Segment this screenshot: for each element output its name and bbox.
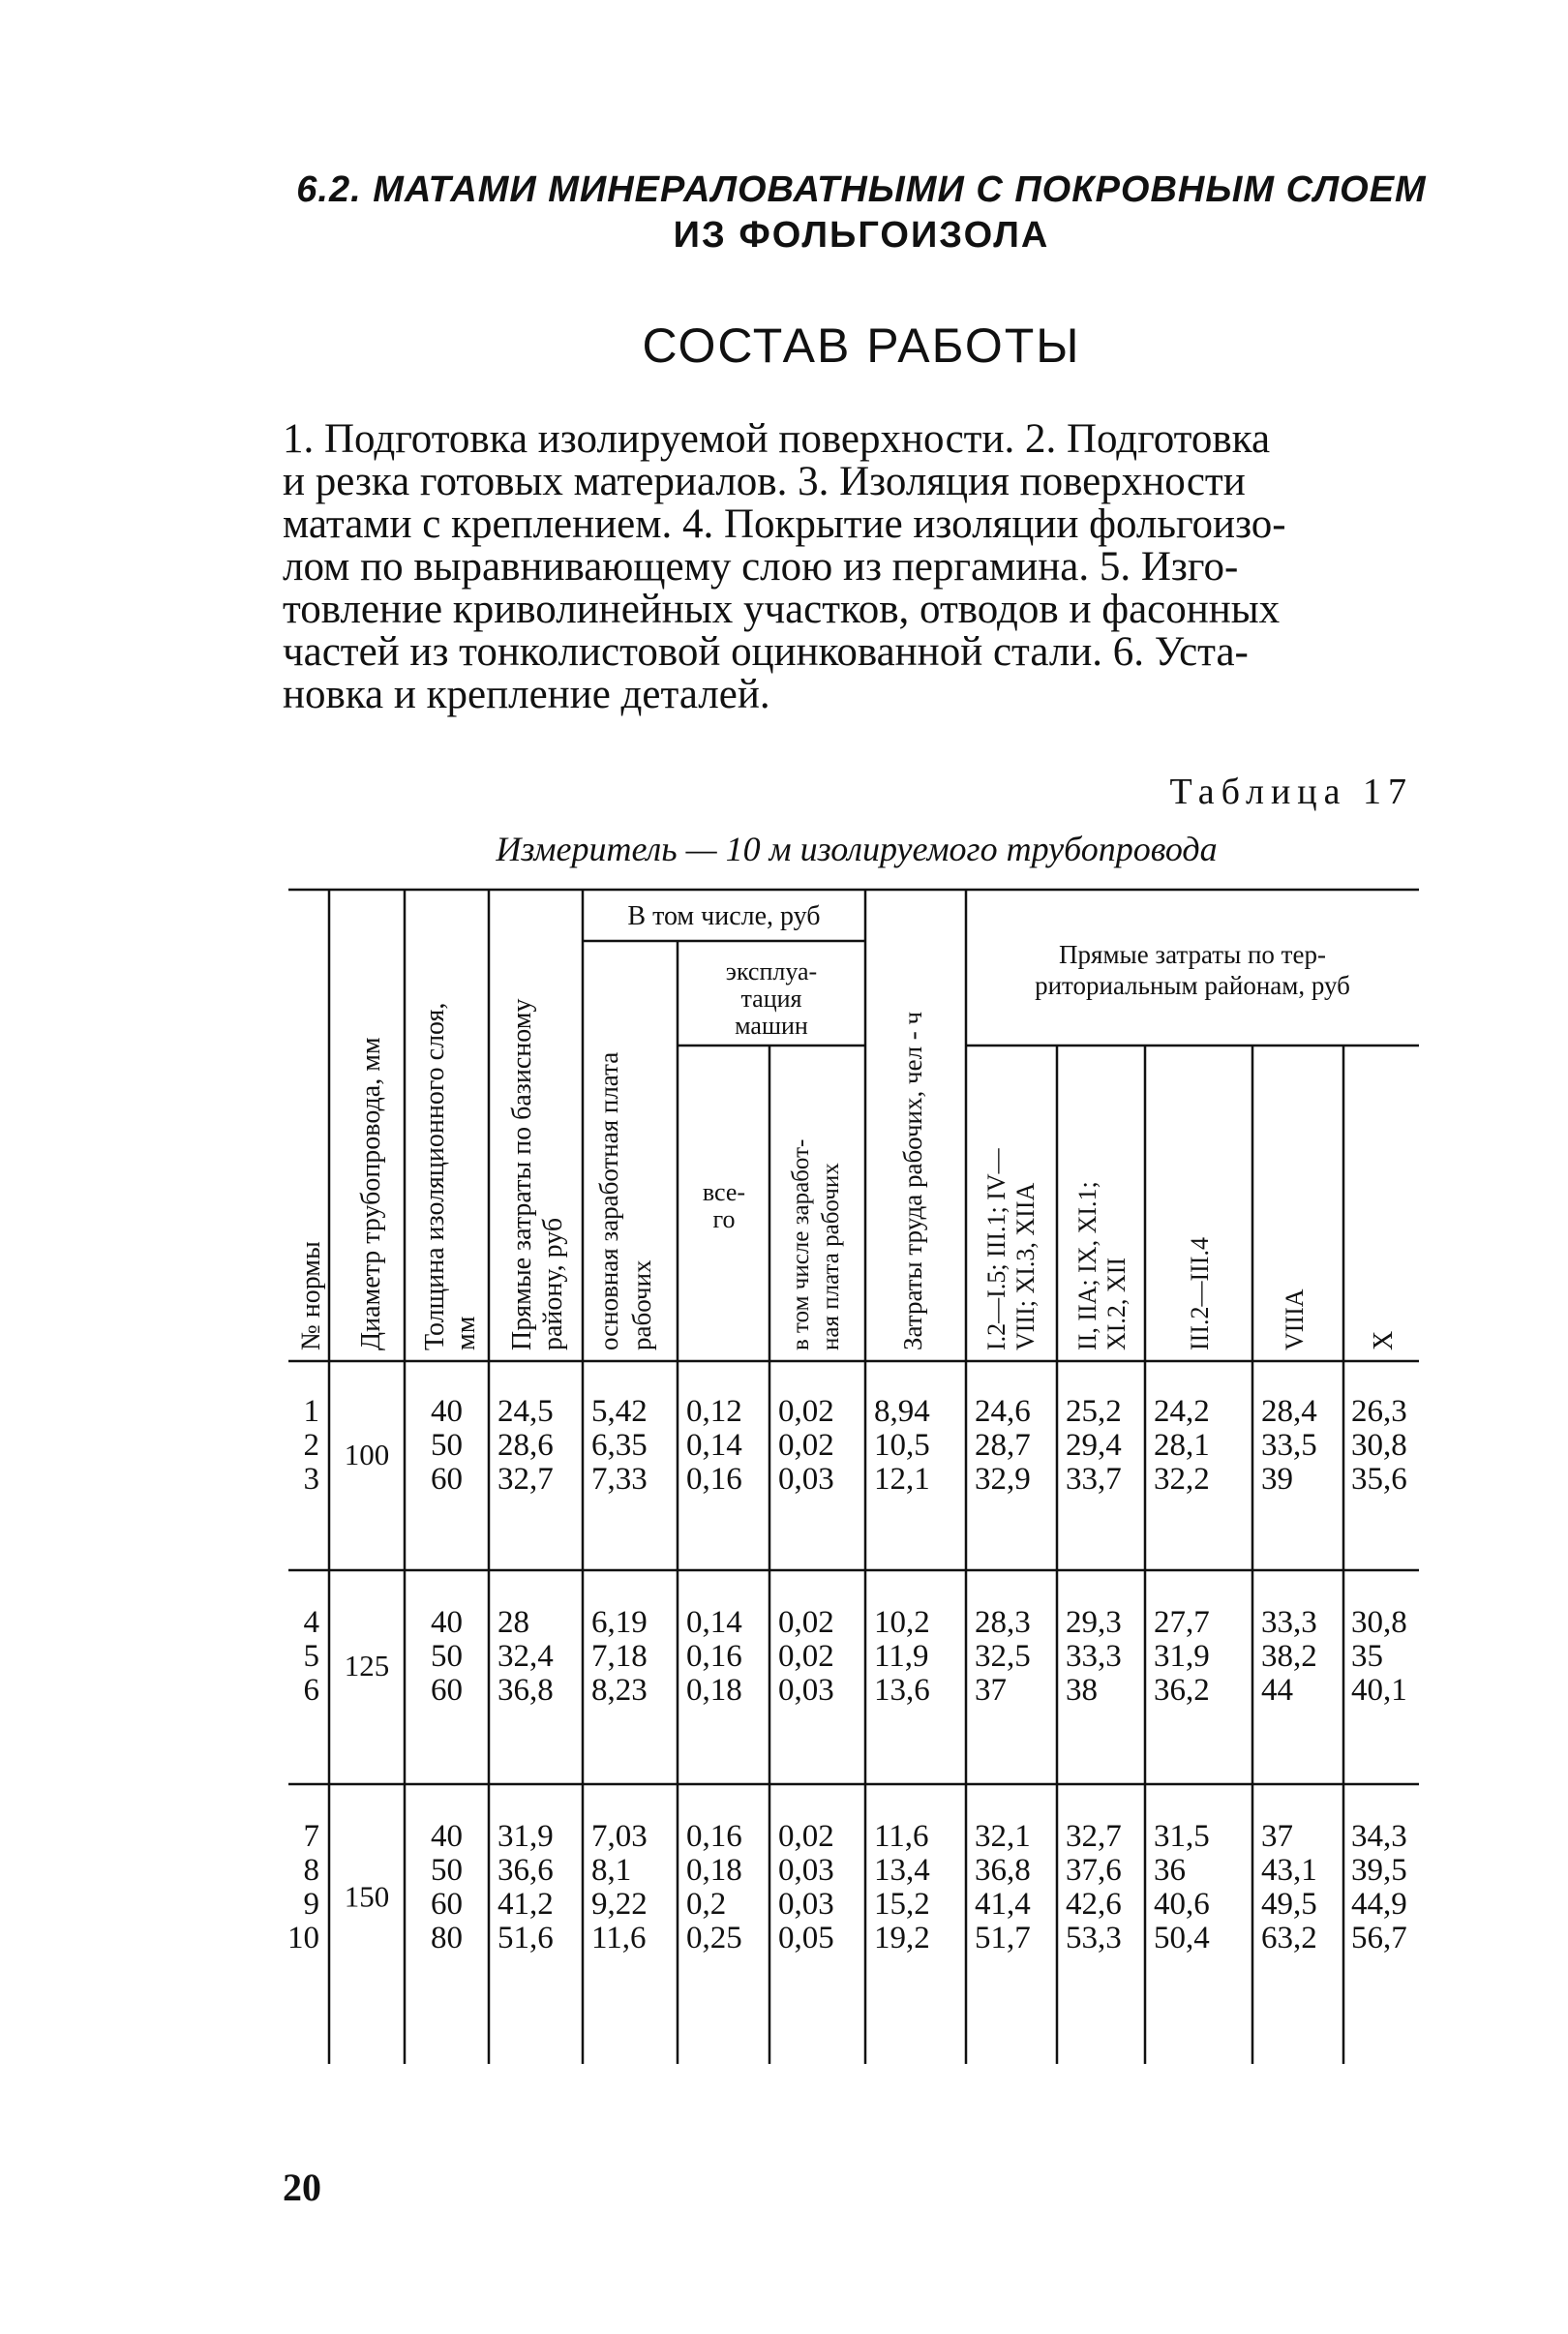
- cell-region-5: 26,3: [1351, 1394, 1407, 1429]
- cell-region-5: 34,3: [1351, 1819, 1407, 1854]
- cell-machines-total: 0,12: [686, 1394, 742, 1429]
- cell-region-2: 29,4: [1066, 1428, 1122, 1463]
- cell-direct-base: 28: [498, 1605, 529, 1640]
- cell-machines-wage: 0,03: [778, 1673, 834, 1708]
- cell-base-wage: 6,19: [591, 1605, 648, 1640]
- cell-region-1: 24,6: [975, 1394, 1031, 1429]
- cell-base-wage: 7,18: [591, 1639, 648, 1674]
- header-incl-wage: в том числе заработ-: [788, 1138, 814, 1350]
- cell-region-3: 36,2: [1154, 1673, 1210, 1708]
- cell-region-2: 37,6: [1066, 1853, 1122, 1888]
- cell-diameter: 100: [344, 1438, 390, 1471]
- cell-region-1: 32,1: [975, 1819, 1031, 1854]
- header-incl-wage-2: ная плата рабочих: [818, 1163, 844, 1350]
- cell-region-1: 32,9: [975, 1462, 1031, 1497]
- work-line: частей из тонколистовой оцинкованной стали. 6. Уста-: [283, 629, 1249, 675]
- cell-region-3: 40,6: [1154, 1887, 1210, 1922]
- cell-norm-no: 3: [303, 1462, 319, 1497]
- header-region-5: X: [1369, 1330, 1399, 1350]
- cell-region-2: 42,6: [1066, 1887, 1122, 1922]
- cell-labor: 11,9: [874, 1639, 929, 1674]
- cell-thickness: 60: [431, 1887, 463, 1922]
- cell-machines-total: 0,18: [686, 1853, 742, 1888]
- header-region-4: VIIIА: [1281, 1288, 1309, 1350]
- header-regions: Прямые затраты по тер-: [1059, 940, 1326, 969]
- cell-thickness: 50: [431, 1853, 463, 1888]
- cell-norm-no: 9: [303, 1887, 319, 1922]
- cell-region-4: 43,1: [1261, 1853, 1317, 1888]
- cell-region-5: 35,6: [1351, 1462, 1407, 1497]
- header-direct-base: Прямые затраты по базисному: [507, 998, 537, 1350]
- cell-machines-wage: 0,02: [778, 1819, 834, 1854]
- cell-direct-base: 51,6: [498, 1921, 554, 1955]
- cell-norm-no: 7: [303, 1819, 319, 1854]
- page-number: 20: [283, 2166, 321, 2209]
- cell-region-4: 33,5: [1261, 1428, 1317, 1463]
- cell-labor: 10,5: [874, 1428, 930, 1463]
- section-heading-line2: ИЗ ФОЛЬГОИЗОЛА: [673, 215, 1050, 256]
- cell-region-4: 44: [1261, 1673, 1293, 1708]
- cell-thickness: 60: [431, 1673, 463, 1708]
- cell-region-3: 31,5: [1154, 1819, 1210, 1854]
- cell-region-5: 35: [1351, 1639, 1383, 1674]
- cell-direct-base: 41,2: [498, 1887, 554, 1922]
- header-base-wage-2: рабочих: [627, 1259, 656, 1350]
- header-machines: эксплуа-: [725, 957, 818, 985]
- cell-machines-wage: 0,02: [778, 1428, 834, 1463]
- header-thickness: Толщина изоляционного слоя,: [420, 1002, 450, 1350]
- cell-region-5: 40,1: [1351, 1673, 1407, 1708]
- cell-direct-base: 24,5: [498, 1394, 554, 1429]
- work-line: товление криволинейных участков, отводов и фасонных: [283, 587, 1281, 632]
- table-measure-unit: Измеритель — 10 м изолируемого трубопровода: [496, 830, 1218, 868]
- cell-direct-base: 32,4: [498, 1639, 554, 1674]
- cell-labor: 10,2: [874, 1605, 930, 1640]
- cell-machines-total: 0,14: [686, 1428, 742, 1463]
- cell-region-2: 33,7: [1066, 1462, 1122, 1497]
- cell-thickness: 40: [431, 1819, 463, 1854]
- cell-region-1: 51,7: [975, 1921, 1031, 1955]
- cell-labor: 12,1: [874, 1462, 930, 1497]
- cell-region-2: 53,3: [1066, 1921, 1122, 1955]
- cell-thickness: 50: [431, 1639, 463, 1674]
- cell-base-wage: 5,42: [591, 1394, 648, 1429]
- cell-region-4: 49,5: [1261, 1887, 1317, 1922]
- header-region-3: III.2—III.4: [1186, 1237, 1214, 1350]
- cell-region-3: 31,9: [1154, 1639, 1210, 1674]
- cell-region-2: 29,3: [1066, 1605, 1122, 1640]
- table-body: [287, 1394, 1407, 1955]
- header-labor: Затраты труда рабочих, чел - ч: [898, 1011, 927, 1350]
- cell-machines-wage: 0,02: [778, 1639, 834, 1674]
- cell-region-3: 50,4: [1154, 1921, 1210, 1955]
- cell-base-wage: 8,1: [591, 1853, 632, 1888]
- cell-region-2: 25,2: [1066, 1394, 1122, 1429]
- cell-machines-wage: 0,03: [778, 1853, 834, 1888]
- cell-thickness: 40: [431, 1605, 463, 1640]
- cell-base-wage: 6,35: [591, 1428, 648, 1463]
- cell-region-2: 38: [1066, 1673, 1098, 1708]
- header-machines-2: тация: [740, 985, 802, 1013]
- header-regions-2: риториальным районам, руб: [1035, 971, 1350, 1000]
- cell-region-1: 41,4: [975, 1887, 1031, 1922]
- cell-labor: 13,4: [874, 1853, 930, 1888]
- cell-base-wage: 7,33: [591, 1462, 648, 1497]
- cell-norm-no: 5: [303, 1639, 319, 1674]
- cell-region-4: 33,3: [1261, 1605, 1317, 1640]
- cell-region-4: 37: [1261, 1819, 1293, 1854]
- cell-region-4: 63,2: [1261, 1921, 1317, 1955]
- cell-diameter: 150: [344, 1879, 390, 1914]
- cell-norm-no: 1: [303, 1394, 319, 1429]
- cell-direct-base: 36,8: [498, 1673, 554, 1708]
- cell-thickness: 80: [431, 1921, 463, 1955]
- cell-norm-no: 2: [303, 1428, 319, 1463]
- header-region-1b: VIII; XI.3, XIIА: [1011, 1182, 1040, 1350]
- header-region-2b: XI.2, XII: [1102, 1257, 1131, 1350]
- cell-machines-wage: 0,03: [778, 1462, 834, 1497]
- cell-diameter: 125: [344, 1649, 390, 1682]
- cell-region-5: 56,7: [1351, 1921, 1407, 1955]
- cell-region-1: 32,5: [975, 1639, 1031, 1674]
- cell-region-5: 30,8: [1351, 1605, 1407, 1640]
- cell-norm-no: 8: [303, 1853, 319, 1888]
- cell-machines-total: 0,2: [686, 1887, 727, 1922]
- cell-region-1: 28,7: [975, 1428, 1031, 1463]
- cell-machines-total: 0,18: [686, 1673, 742, 1708]
- cell-machines-wage: 0,02: [778, 1394, 834, 1429]
- cell-direct-base: 32,7: [498, 1462, 554, 1497]
- cell-region-2: 33,3: [1066, 1639, 1122, 1674]
- work-composition-title: СОСТАВ РАБОТЫ: [642, 318, 1081, 373]
- cell-norm-no: 10: [287, 1921, 319, 1955]
- cell-region-1: 37: [975, 1673, 1007, 1708]
- header-norm-no: № нормы: [296, 1241, 326, 1350]
- section-heading-line1: 6.2. МАТАМИ МИНЕРАЛОВАТНЫМИ С ПОКРОВНЫМ СЛОЕМ: [296, 169, 1427, 210]
- cell-base-wage: 7,03: [591, 1819, 648, 1854]
- cell-base-wage: 11,6: [591, 1921, 647, 1955]
- cell-machines-total: 0,16: [686, 1639, 742, 1674]
- cell-labor: 15,2: [874, 1887, 930, 1922]
- cell-thickness: 60: [431, 1462, 463, 1497]
- cell-region-3: 32,2: [1154, 1462, 1210, 1497]
- cell-machines-wage: 0,03: [778, 1887, 834, 1922]
- cell-labor: 13,6: [874, 1673, 930, 1708]
- cell-thickness: 50: [431, 1428, 463, 1463]
- cell-region-5: 39,5: [1351, 1853, 1407, 1888]
- header-machines-3: машин: [735, 1012, 808, 1040]
- cell-machines-wage: 0,05: [778, 1921, 834, 1955]
- cell-machines-total: 0,16: [686, 1462, 742, 1497]
- header-total: все-: [702, 1178, 746, 1206]
- cell-region-3: 24,2: [1154, 1394, 1210, 1429]
- cell-direct-base: 31,9: [498, 1819, 554, 1854]
- header-total-2: го: [712, 1205, 736, 1233]
- cell-region-5: 44,9: [1351, 1887, 1407, 1922]
- header-base-wage: основная заработная плата: [594, 1051, 623, 1350]
- cell-base-wage: 8,23: [591, 1673, 648, 1708]
- header-region-2: II, IIА; IX, XI.1;: [1073, 1181, 1101, 1350]
- header-region-1: I.2—I.5; III.1; IV—: [982, 1148, 1010, 1350]
- cell-region-3: 27,7: [1154, 1605, 1210, 1640]
- cell-region-1: 28,3: [975, 1605, 1031, 1640]
- work-line: новка и крепление деталей.: [283, 672, 770, 717]
- cell-machines-total: 0,25: [686, 1921, 742, 1955]
- cell-region-3: 28,1: [1154, 1428, 1210, 1463]
- work-line: и резка готовых материалов. 3. Изоляция поверхности: [283, 459, 1246, 504]
- cell-direct-base: 28,6: [498, 1428, 554, 1463]
- cell-labor: 8,94: [874, 1394, 930, 1429]
- table-label: Таблица 17: [1169, 772, 1413, 812]
- cell-norm-no: 6: [303, 1673, 319, 1708]
- cell-region-4: 39: [1261, 1462, 1293, 1497]
- cell-region-1: 36,8: [975, 1853, 1031, 1888]
- header-incl-group: В том числе, руб: [627, 901, 821, 931]
- cell-machines-total: 0,16: [686, 1819, 742, 1854]
- header-direct-base-unit: району, руб: [538, 1217, 568, 1350]
- cell-machines-total: 0,14: [686, 1605, 742, 1640]
- header-thickness-unit: мм: [451, 1316, 481, 1350]
- cell-region-4: 28,4: [1261, 1394, 1317, 1429]
- work-line: лом по выравнивающему слою из пергамина. 5. Изго-: [283, 544, 1239, 590]
- cell-norm-no: 4: [303, 1605, 319, 1640]
- cell-region-5: 30,8: [1351, 1428, 1407, 1463]
- work-line: матами с креплением. 4. Покрытие изоляции фольгоизо-: [283, 501, 1286, 547]
- work-line: 1. Подготовка изолируемой поверхности. 2. Подготовка: [283, 416, 1271, 462]
- cell-region-2: 32,7: [1066, 1819, 1122, 1854]
- cell-base-wage: 9,22: [591, 1887, 648, 1922]
- cell-region-4: 38,2: [1261, 1639, 1317, 1674]
- header-diameter: Диаметр трубопровода, мм: [356, 1037, 386, 1350]
- cell-direct-base: 36,6: [498, 1853, 554, 1888]
- cell-labor: 11,6: [874, 1819, 929, 1854]
- cell-thickness: 40: [431, 1394, 463, 1429]
- cell-region-3: 36: [1154, 1853, 1186, 1888]
- cell-machines-wage: 0,02: [778, 1605, 834, 1640]
- cell-labor: 19,2: [874, 1921, 930, 1955]
